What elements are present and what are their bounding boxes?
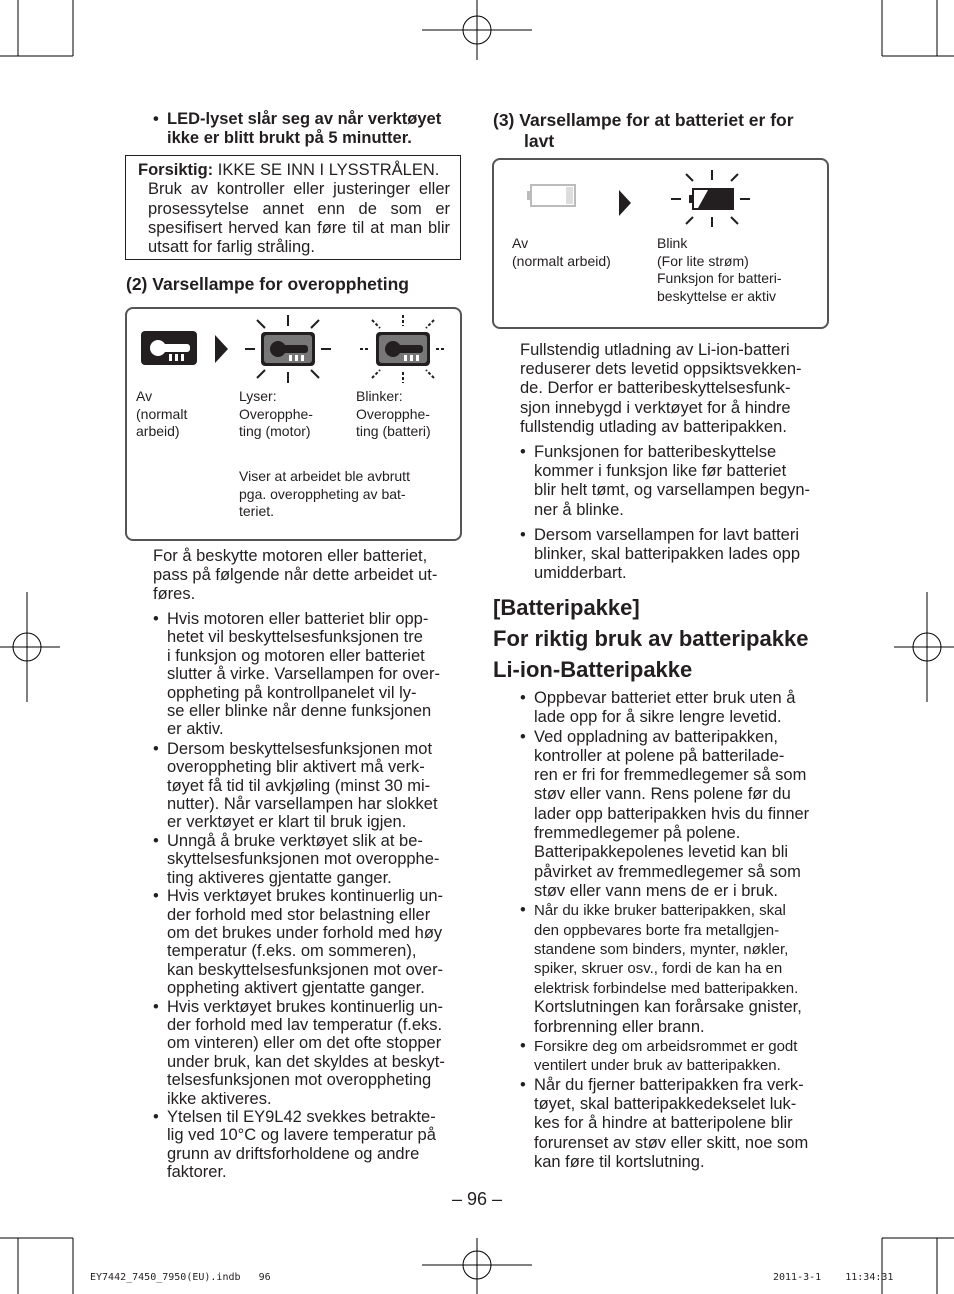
list-item: • Dersom beskyttelsesfunksjonen mot overoppheting blir aktivert må verk- tøyet få tid til avkjøling (minst 30 mi- nutter). Når varsellampen har slokket er verktøyet er klart til bruk igjen. xyxy=(153,740,465,832)
list-item: • Dersom varsellampen for lavt batteri blinker, skal batteripakken lades opp umidderbart. xyxy=(520,526,834,584)
battery-blink-label: Blink (For lite strøm) Funksjon for batteri- beskyttelse er aktiv xyxy=(657,235,782,304)
section3-heading: (3) Varsellampe for at batteriet er for lavt xyxy=(493,110,794,151)
list-item: • Funksjonen for batteribeskyttelse kommer i funksjon like før batteriet blir helt tømt, og varsellampen begyn- ner å blinke. xyxy=(520,443,834,520)
low-battery-icons xyxy=(494,160,831,240)
warning-box xyxy=(125,155,461,260)
overheat-blink-label: Blinker: Overopphe- ting (batteri) xyxy=(356,388,431,439)
low-battery-bullets xyxy=(520,443,834,583)
arrow-right-icon xyxy=(619,190,631,216)
battery-section-headings xyxy=(493,592,833,685)
overheat-icons xyxy=(127,309,464,399)
overheat-lamp-on-icon xyxy=(245,315,331,383)
led-note-text: • LED-lyset slår seg av når verktøyet ikke er blitt brukt på 5 minutter. xyxy=(153,110,463,148)
warning-first: IKKE SE INN I LYSSTRÅLEN. xyxy=(217,161,440,179)
overheat-lamp-blink-icon xyxy=(360,315,446,383)
list-item: • Hvis verktøyet brukes kontinuerlig un- der forhold med lav temperatur (f.eks. om vinteren) eller om det ofte stopper under bruk, kan det skyldes at beskyt- telsesfunksjonen mot overoppheting ikke aktiveres. xyxy=(153,998,465,1108)
overheat-on-label: Lyser: Overopphe- ting (motor) xyxy=(239,388,313,439)
list-item: • Når du ikke bruker batteripakken, skal den oppbevares borte fra metallgjen- standene som binders, mynter, nøkler, spiker, skruer osv., fordi de kan ha en elektrisk forbindelse med batteripakken. Kortslutningen kan forårsake gnister, forbrenning eller brann. xyxy=(520,901,836,1037)
warning-rest: Bruk av kontroller eller justeringer eller prosessytelse annet enn de som er spesifisert herved kan føre til at man blir utsatt for farlig stråling. xyxy=(148,180,450,257)
overheat-note: Viser at arbeidet ble avbrutt pga. overoppheting av bat- teriet. xyxy=(239,468,410,519)
footer-file: EY7442_7450_7950(EU).indb 96 xyxy=(90,1272,271,1283)
warning-text xyxy=(138,161,450,257)
overheat-off-label: Av (normalt arbeid) xyxy=(136,388,188,439)
overheat-lamp-off-icon xyxy=(141,331,197,365)
warning-label: Forsiktig: xyxy=(138,161,214,179)
battery-blink-icon xyxy=(671,170,750,227)
list-item: • Hvis motoren eller batteriet blir opp- hetet vil beskyttelsesfunksjonen tre i funksjon og motoren eller batteriet slutter å virke. Varsellampen for over- oppheting på kontrollpanelet vil ly- se eller blinke når denne funksjonen er aktiv. xyxy=(153,610,465,739)
arrow-right-icon xyxy=(215,335,228,363)
battery-off-label: Av (normalt arbeid) xyxy=(512,235,611,269)
list-item: • Forsikre deg om arbeidsrommet er godt ventilert under bruk av batteripakken. xyxy=(520,1037,836,1076)
heading-liion: Li-ion-Batteripakke xyxy=(493,657,693,682)
battery-care-bullets xyxy=(520,689,836,1172)
protection-bullets xyxy=(153,610,465,1182)
list-item: • Unngå å bruke verktøyet slik at be- skyttelsesfunksjonen mot overopphe- ting aktiveres gjentatte ganger. xyxy=(153,832,465,887)
section2-heading: (2) Varsellampe for overoppheting xyxy=(126,274,409,294)
list-item: • Oppbevar batteriet etter bruk uten å lade opp for å sikre lengre levetid. xyxy=(520,689,836,728)
heading-proper-use: For riktig bruk av batteripakke xyxy=(493,626,809,651)
list-item: • Ved oppladning av batteripakken, kontroller at polene på batterilade- ren er fri for fremmedlegemer så som støv eller vann. Rens polene før du lader opp batteripakken hvis du finner fremmedlegemer på polene. Batteripakkepolenes levetid kan bli påvirket av fremmedlegemer så som støv eller vann mens de er i bruk. xyxy=(520,728,836,902)
page-number: – 96 – xyxy=(451,1189,503,1209)
overheat-diagram xyxy=(125,307,462,541)
led-note xyxy=(153,110,463,148)
footer-date: 2011-3-1 11:34:31 xyxy=(773,1272,894,1283)
heading-battery: [Batteripakke] xyxy=(493,595,640,620)
list-item: • Når du fjerner batteripakken fra verk- tøyet, skal batteripakkedekselet luk- kes for å hindre at batteripolene blir forurenset av støv eller skitt, noe som kan føre til kortslutning. xyxy=(520,1076,836,1172)
discharge-paragraph: Fullstendig utladning av Li-ion-batteri reduserer dets levetid oppsiktsvekken- de. Derfor er batteribeskyttelsesfunk- sjon innebygd i verktøyet for å hindre fullstendig utlading av batteripakken. xyxy=(520,341,802,436)
protection-intro: For å beskytte motoren eller batteriet, pass på følgende når dette arbeidet ut- føres. xyxy=(153,547,438,603)
battery-off-icon xyxy=(527,185,575,206)
low-battery-diagram xyxy=(492,158,829,329)
list-item: • Hvis verktøyet brukes kontinuerlig un- der forhold med stor belastning eller om det brukes under forhold med høy temperatur (f.eks. om sommeren), kan beskyttelsesfunksjonen mot over- oppheting aktivert gjentatte ganger. xyxy=(153,887,465,997)
list-item: • Ytelsen til EY9L42 svekkes betrakte- lig ved 10°C og lavere temperatur på grunn av driftsforholdene og andre faktorer. xyxy=(153,1108,465,1182)
